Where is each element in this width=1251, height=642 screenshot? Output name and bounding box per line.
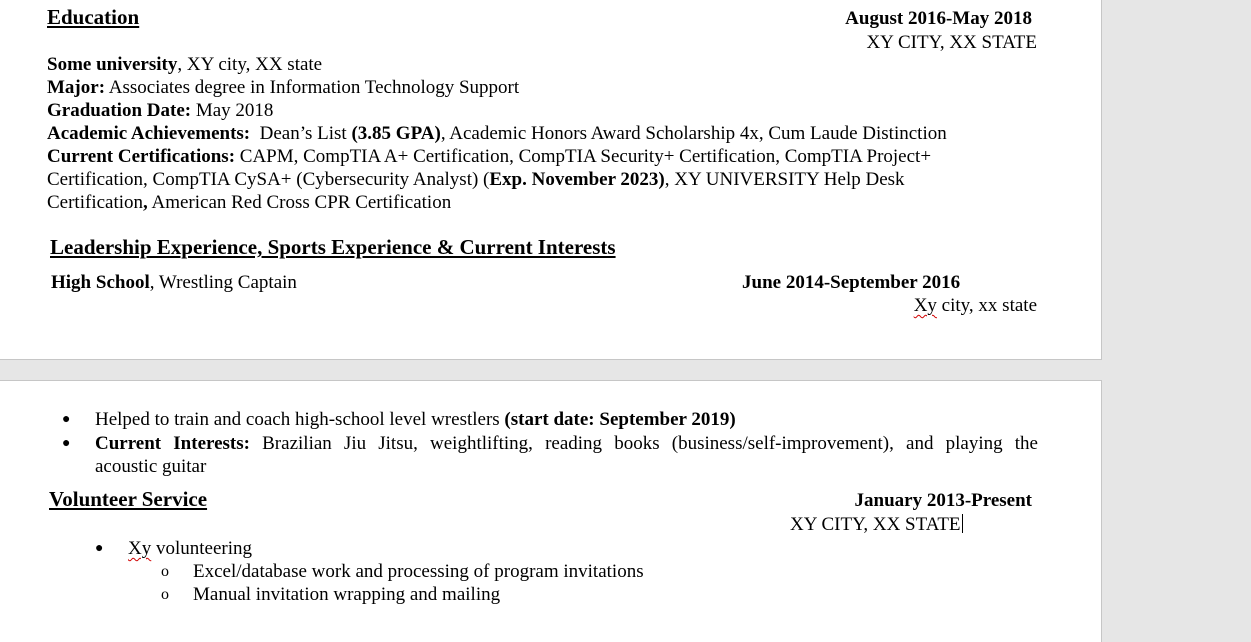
certifications-expiry: Exp. November 2023) bbox=[489, 169, 665, 190]
achievements-deans-list: Dean’s List bbox=[250, 123, 352, 144]
education-location: XY CITY, XX STATE bbox=[866, 32, 1037, 53]
achievements-gpa: (3.85 GPA) bbox=[351, 123, 441, 144]
certifications-text-2: Certification, CompTIA CySA+ (Cybersecurity Analyst) ( bbox=[47, 169, 490, 190]
coaching-start-date: (start date: September 2019) bbox=[504, 409, 736, 430]
volunteer-heading: Volunteer Service bbox=[49, 487, 208, 511]
document-page-1 bbox=[0, 0, 1102, 360]
certifications-text-1: CAPM, CompTIA A+ Certification, CompTIA Security+ Certification, CompTIA Project+ bbox=[235, 146, 932, 167]
education-dates: August 2016-May 2018 bbox=[845, 8, 1032, 29]
volunteer-location[interactable] bbox=[790, 513, 963, 536]
graduation-line bbox=[47, 99, 273, 122]
volunteer-location-text: XY CITY, XX STATE bbox=[790, 514, 961, 535]
certifications-line-1 bbox=[47, 145, 931, 168]
sub-bullet-marker: o bbox=[161, 586, 169, 603]
spellcheck-word[interactable]: Xy bbox=[913, 295, 937, 316]
leadership-location-rest: city, xx state bbox=[936, 295, 1037, 316]
spellcheck-word[interactable]: Xy bbox=[128, 538, 152, 559]
text-cursor bbox=[962, 514, 963, 533]
education-school bbox=[47, 53, 322, 76]
bullet-marker: ● bbox=[95, 541, 104, 556]
school-name: Some university bbox=[47, 54, 178, 75]
bullet-item-interests-line-2: acoustic guitar bbox=[95, 456, 207, 477]
leadership-entry bbox=[51, 271, 297, 294]
certifications-label: Current Certifications: bbox=[47, 146, 236, 167]
achievements-label: Academic Achievements: bbox=[47, 123, 251, 144]
coaching-text: Helped to train and coach high-school level wrestlers bbox=[95, 409, 505, 430]
achievements-rest: , Academic Honors Award Scholarship 4x, Cum Laude Distinction bbox=[440, 123, 947, 144]
bullet-item-coaching bbox=[95, 408, 736, 431]
volunteer-item bbox=[128, 537, 252, 560]
major-line bbox=[47, 76, 519, 99]
major-value: Associates degree in Information Technology Support bbox=[105, 77, 520, 98]
certifications-text-3b: American Red Cross CPR Certification bbox=[147, 192, 452, 213]
volunteer-dates: January 2013-Present bbox=[854, 490, 1032, 511]
graduation-label: Graduation Date: bbox=[47, 100, 192, 121]
school-location: , XY city, XX state bbox=[177, 54, 323, 75]
achievements-line bbox=[47, 122, 947, 145]
interests-label: Current Interests: bbox=[95, 433, 250, 454]
leadership-dates: June 2014-September 2016 bbox=[742, 272, 961, 293]
leadership-school: High School bbox=[51, 272, 150, 293]
leadership-heading: Leadership Experience, Sports Experience & Current Interests bbox=[50, 235, 616, 259]
certifications-comma: , bbox=[143, 192, 148, 213]
bullet-marker: ● bbox=[62, 412, 71, 427]
certifications-line-2 bbox=[47, 168, 905, 191]
leadership-role: , Wrestling Captain bbox=[149, 272, 297, 293]
graduation-value: May 2018 bbox=[191, 100, 274, 121]
interests-text: Brazilian Jiu Jitsu, weightlifting, reading books (business/self-improvement), and playing the bbox=[249, 433, 1038, 454]
sub-bullet-marker: o bbox=[161, 563, 169, 580]
volunteer-item-rest: volunteering bbox=[151, 538, 253, 559]
major-label: Major: bbox=[47, 77, 106, 98]
bullet-item-interests-line-1 bbox=[95, 432, 1038, 455]
document-page-2 bbox=[0, 380, 1102, 642]
volunteer-subitem: Excel/database work and processing of program invitations bbox=[193, 561, 644, 582]
leadership-location bbox=[914, 294, 1037, 317]
certifications-line-3 bbox=[47, 191, 451, 214]
certifications-text-3: Certification bbox=[47, 192, 144, 213]
certifications-text-2b: , XY UNIVERSITY Help Desk bbox=[664, 169, 905, 190]
education-heading: Education bbox=[47, 5, 140, 29]
volunteer-subitem: Manual invitation wrapping and mailing bbox=[193, 584, 501, 605]
bullet-marker: ● bbox=[62, 436, 71, 451]
